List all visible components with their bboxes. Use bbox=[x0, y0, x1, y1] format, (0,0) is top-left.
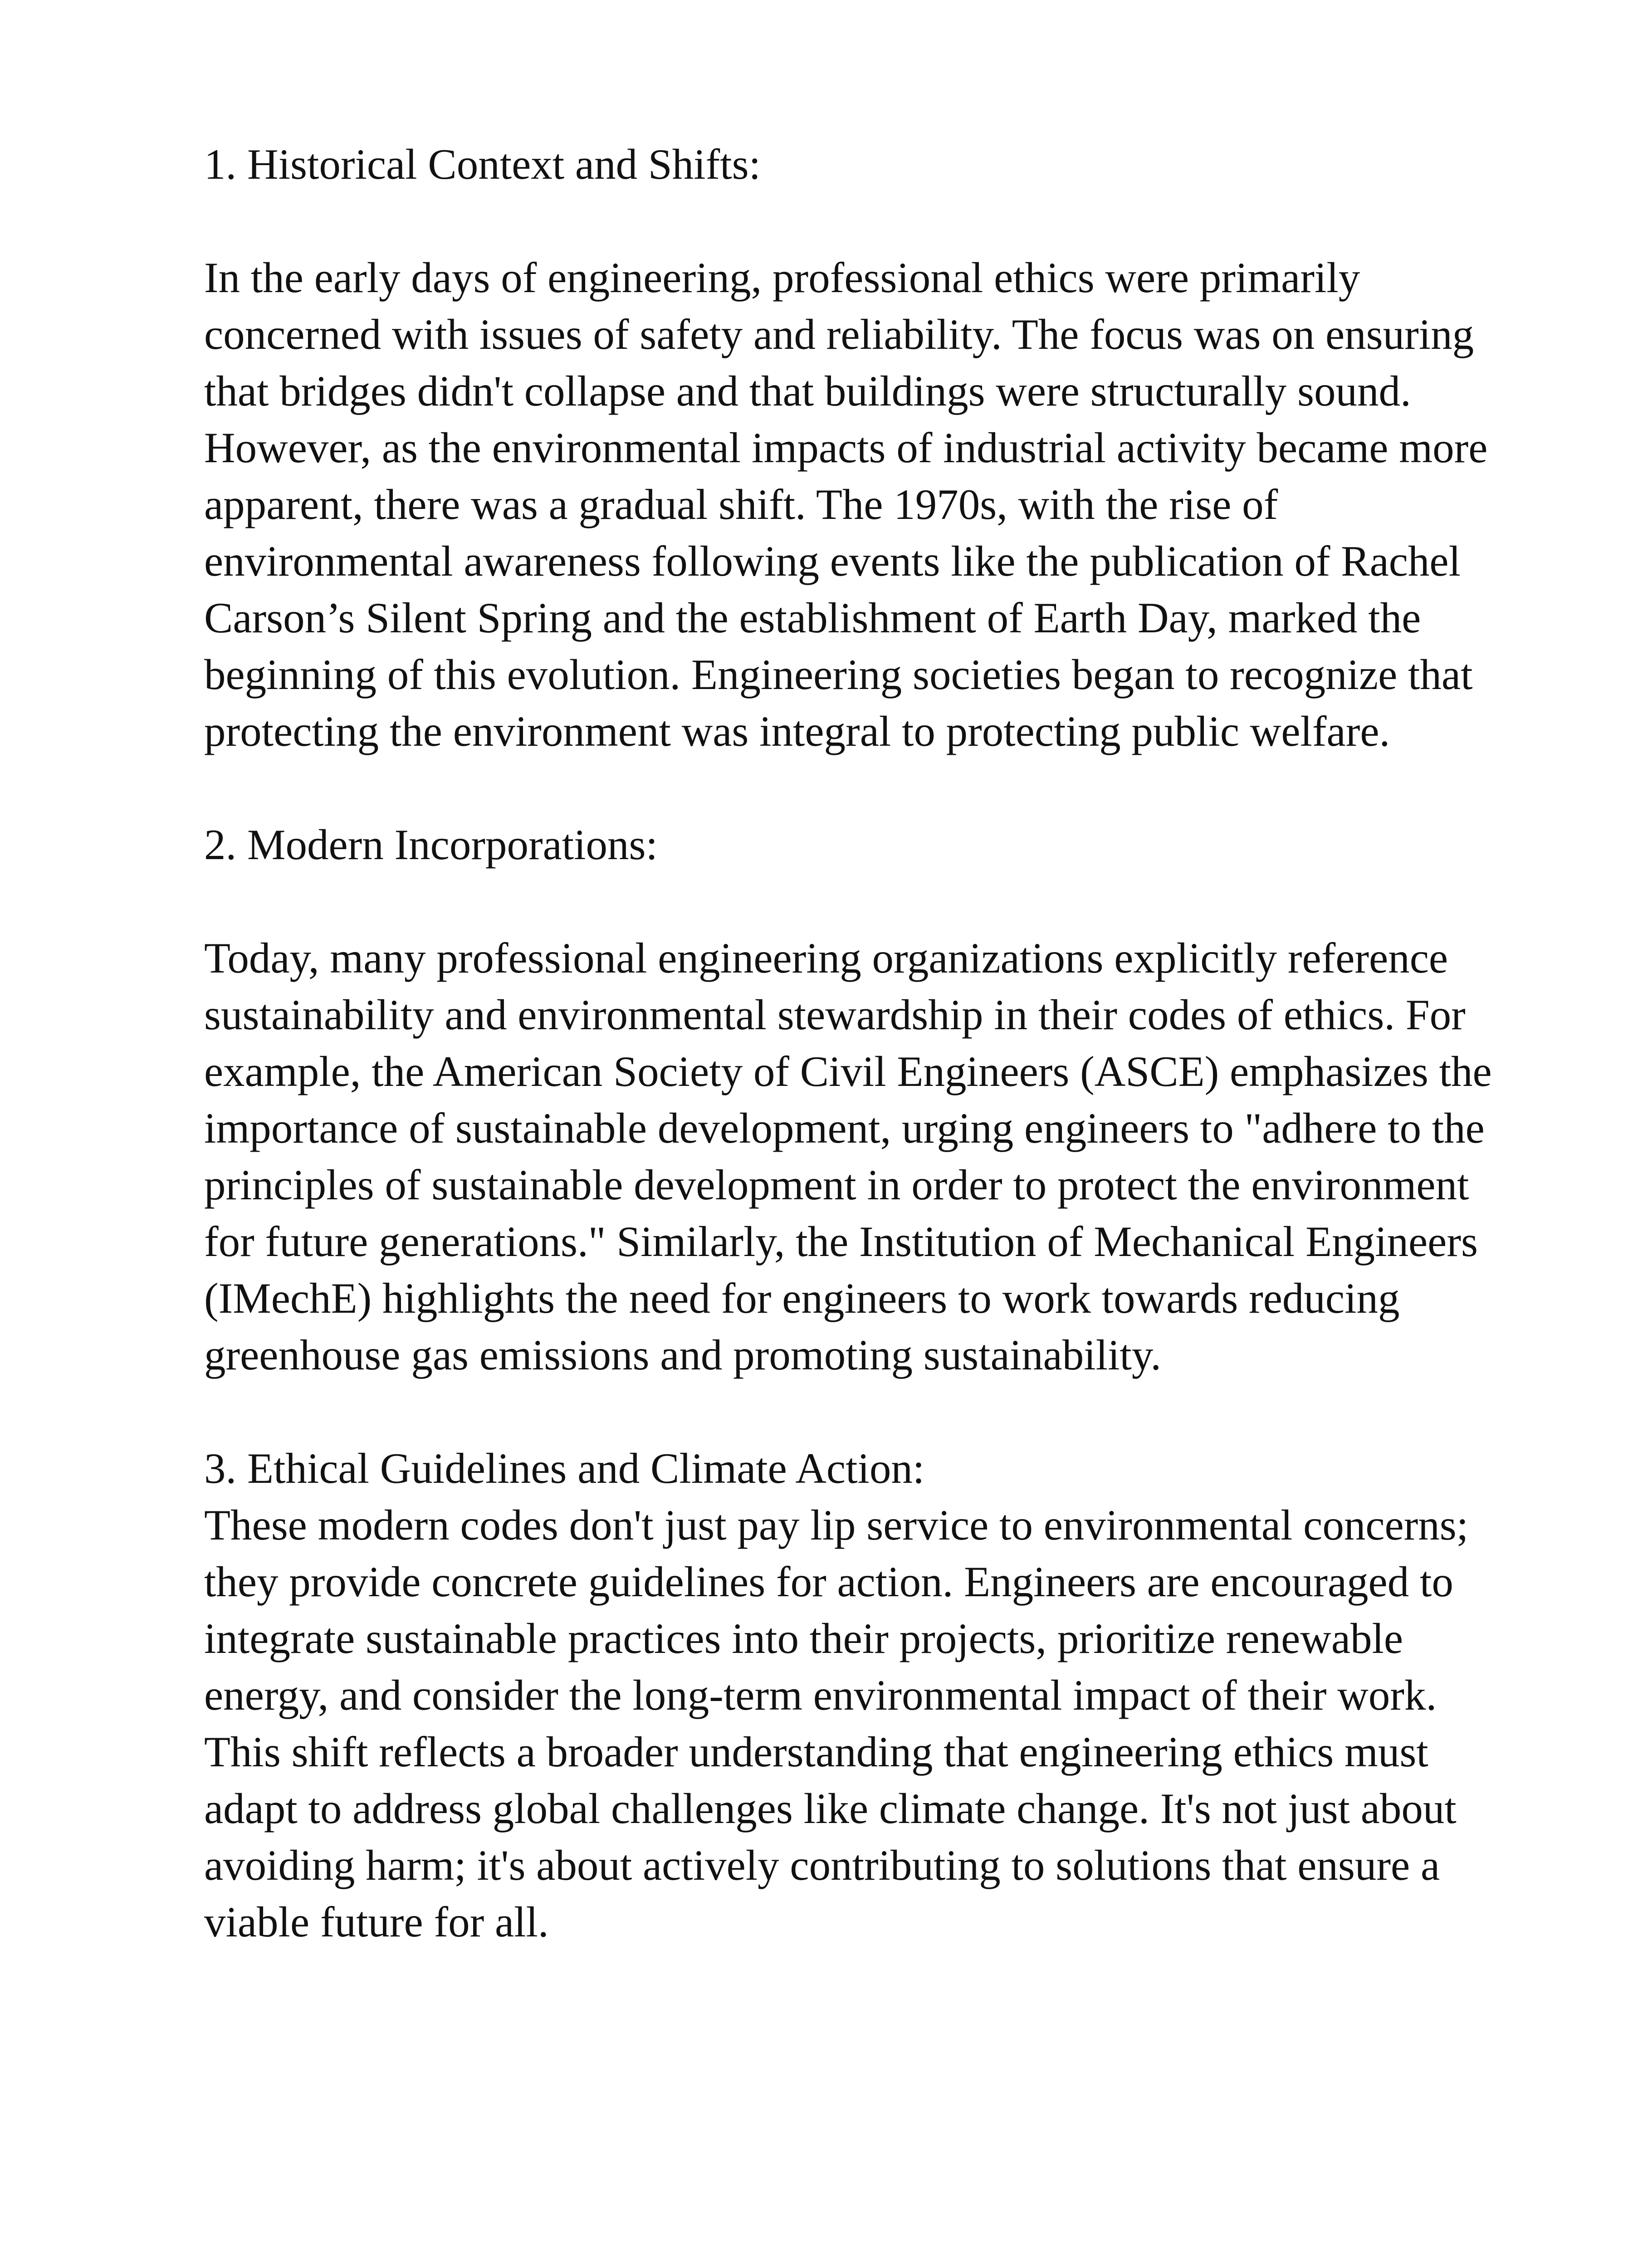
paragraph-ethical-guidelines: These modern codes don't just pay lip service to environmental concerns; they provide concrete guidelines for action. Engineers are encouraged to integrate sustainable practices into their projects, prioritize renewable energy, and consider the long-term environmental impact of their work. This shift reflects a broader understanding that engineering ethics must adapt to address global challenges like climate change. It's not just about avoiding harm; it's about actively contributing to solutions that ensure a viable future for all. bbox=[204, 1501, 1469, 1946]
section-spacer bbox=[204, 760, 1520, 816]
section-heading-modern-incorporations: 2. Modern Incorporations: bbox=[204, 821, 658, 869]
section-spacer bbox=[204, 1383, 1520, 1440]
section-spacer bbox=[204, 193, 1520, 249]
section-heading-historical-context: 1. Historical Context and Shifts: bbox=[204, 140, 761, 188]
section-spacer bbox=[204, 873, 1520, 930]
paragraph-modern-incorporations: Today, many professional engineering organizations explicitly reference sustainability and environmental stewardship in their codes of ethics. For example, the American Society of Civil Engineers (ASCE) emphasizes the importance of sustainable development, urging engineers to "adhere to the principles of sustainable development in order to protect the environment for future generations." Similarly, the Institution of Mechanical Engineers (IMechE) highlights the need for engineers to work towards reducing greenhouse gas emissions and promoting sustainability. bbox=[204, 934, 1492, 1379]
section-heading-ethical-guidelines: 3. Ethical Guidelines and Climate Action: bbox=[204, 1444, 925, 1492]
paragraph-historical-context: In the early days of engineering, professional ethics were primarily concerned with issues of safety and reliability. The focus was on ensuring that bridges didn't collapse and that buildings were structurally sound. However, as the environmental impacts of industrial activity became more apparent, there was a gradual shift. The 1970s, with the rise of environmental awareness following events like the publication of Rachel Carson’s Silent Spring and the establishment of Earth Day, marked the beginning of this evolution. Engineering societies began to recognize that protecting the environment was integral to protecting public welfare. bbox=[204, 254, 1488, 755]
page-content bbox=[204, 136, 1520, 1950]
